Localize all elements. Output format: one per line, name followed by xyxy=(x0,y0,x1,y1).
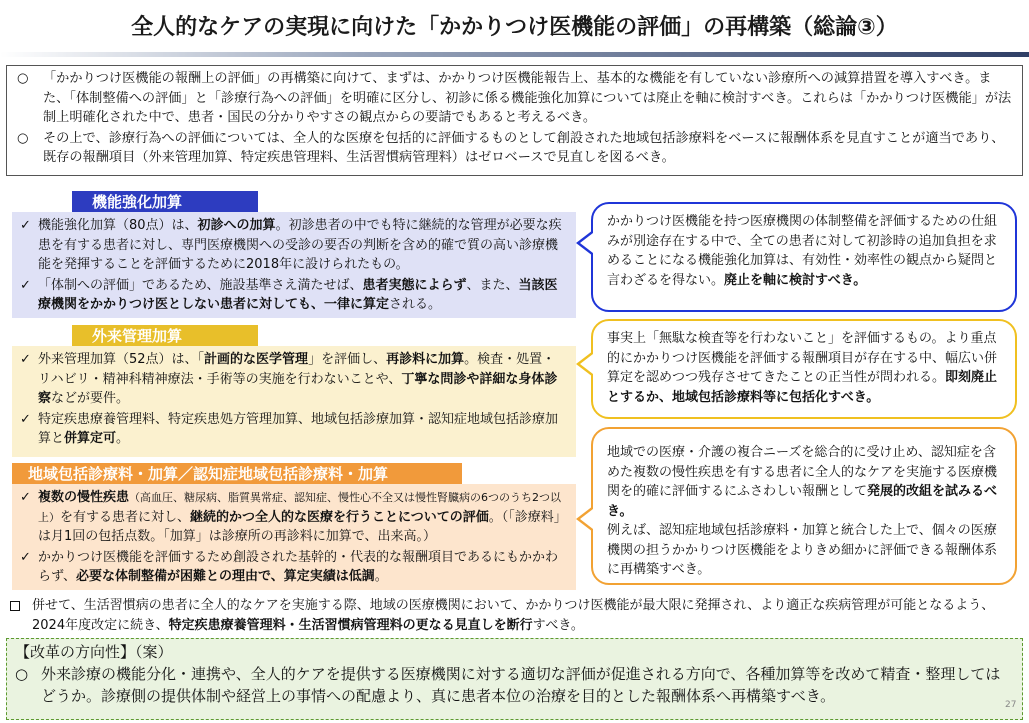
circle-bullet-icon: ○ xyxy=(15,665,29,683)
list-item: ✓ 機能強化加算（80点）は、初診への加算。初診患者の中でも特に継続的な管理が必要な疾患を有する患者に対し、専門医療機関への受診の要否の判断を含め的確で質の高い診療機能を発揮することを評価するために2018年に設けられたもの。 xyxy=(20,218,562,272)
page-title: 全人的なケアの実現に向けた「かかりつけ医機能の評価」の再構築（総論③） xyxy=(131,15,898,40)
section-heading-gairai: 外来管理加算 xyxy=(72,325,258,347)
check-icon: ✓ xyxy=(20,218,31,233)
reform-text: 外来診療の機能分化・連携や、全人的ケアを提供する医療機関に対する適切な評価が促進される方向で、各種加算等を改めて精査・整理してはどうか。診療側の提供体制や経営上の事情への配慮より、真に患者本位の治療を目的とした報酬体系へ再構築すべき。 xyxy=(41,665,1001,705)
additional-note: 併せて、生活習慣病の患者に全人的なケアを実施する際、地域の医療機関において、かかりつけ医機能が最大限に発揮され、より適正な疾病管理が可能となるよう、2024年度改定に続き、特定疾患療養管理料・生活習慣病管理料の更なる見直しを断行すべき。 xyxy=(6,596,1023,635)
section-body-gairai xyxy=(12,346,576,457)
check-icon: ✓ xyxy=(20,490,31,505)
callout-chiiki: 地域での医療・介護の複合ニーズを総合的に受け止め、認知症を含めた複数の慢性疾患を有する患者に全人的なケアを実施する医療機関を的確に評価するにふさわしい報酬として発展的改組を試みるべき。 例えば、認知症地域包括診療料・加算と統合した上で、個々の医療機関の担うかかりつけ医機能をよりきめ細かに評価できる報酬体系に再構築すべき。 xyxy=(591,427,1017,585)
intro-paragraph-1 xyxy=(17,69,1012,128)
square-bullet-icon xyxy=(10,601,20,611)
circle-bullet-icon: ○ xyxy=(17,130,29,146)
callout-pointer-inner xyxy=(580,354,593,374)
callout-kinou: かかりつけ医機能を持つ医療機関の体制整備を評価するための仕組みが別途存在する中で、全ての患者に対して初診時の追加負担を求めることになる機能強化加算は、有効性・効率性の観点から疑問と言わざるを得ない。廃止を軸に検討すべき。 xyxy=(591,202,1017,312)
reform-direction-box xyxy=(6,638,1023,720)
title-underline xyxy=(0,52,1029,57)
callout-pointer-inner xyxy=(580,233,593,253)
list-item: ✓ 「体制への評価」であるため、施設基準さえ満たせば、患者実態によらず、また、当該医療機関をかかりつけ医としない患者に対しても、一律に算定される。 xyxy=(20,277,558,312)
list-item: ✓ 外来管理加算（52点）は、「計画的な医学管理」を評価し、再診料に加算。検査・処置・リハビリ・精神科精神療法・手術等の実施を行わないことや、丁寧な問診や詳細な身体診察などが要件。 xyxy=(20,352,558,406)
intro-text-2: その上で、診療行為への評価については、全人的な医療を包括的に評価するものとして創設された地域包括診療料をベースに報酬体系を見直すことが適当であり、既存の報酬項目（外来管理加算、特定疾患管理料、生活習慣病管理料）はゼロベースで見直しを図るべき。 xyxy=(43,130,1005,166)
intro-text-1: 「かかりつけ医機能の報酬上の評価」の再構築に向けて、まずは、かかりつけ医機能報告上、基本的な機能を有していない診療所への減算措置を導入すべき。また、「体制整備への評価」と「診療行為への評価」を明確に区分し、初診に係る機能強化加算については廃止を軸に検討すべき。これらは「かかりつけ医機能」が法制上明確化された中で、患者・国民の分かりやすさの観点からの要請でもあると考えるべき。 xyxy=(43,71,1012,126)
check-icon: ✓ xyxy=(20,411,31,427)
list-item: ✓ 複数の慢性疾患（高血圧、糖尿病、脂質異常症、認知症、慢性心不全又は慢性腎臓病の6つのうち2つ以上）を有する患者に対し、継続的かつ全人的な医療を行うことについての評価。（「診療料」は月1回の包括点数。「加算」は診療所の再診料に加算で、出来高。） xyxy=(20,490,567,544)
section-body-chiiki xyxy=(12,484,576,590)
intro-paragraph-2 xyxy=(17,129,1012,168)
intro-box xyxy=(6,65,1023,176)
callout-gairai: 事実上「無駄な検査等を行わないこと」を評価するもの。より重点的にかかりつけ医機能を評価する報酬項目が存在する中、幅広い併算定を認めつつ残存させてきたことの正当性が問われる。即刻廃止とするか、地域包括診療料等に包括化すべき。 xyxy=(591,319,1017,419)
page-number: 27 xyxy=(1005,700,1017,710)
reform-paragraph xyxy=(15,663,1014,707)
circle-bullet-icon: ○ xyxy=(17,71,29,86)
check-icon: ✓ xyxy=(20,549,31,565)
callout-pointer-inner xyxy=(580,509,593,529)
list-item: ✓ かかりつけ医機能を評価するため創設された基幹的・代表的な報酬項目であるにもかかわらず、必要な体制整備が困難との理由で、算定実績は低調。 xyxy=(20,549,559,584)
section-heading-kinou: 機能強化加算 xyxy=(72,191,258,213)
section-heading-chiiki: 地域包括診療料・加算／認知症地域包括診療料・加算 xyxy=(12,463,462,485)
reform-title: 【改革の方向性】（案） xyxy=(15,643,173,661)
check-icon: ✓ xyxy=(20,352,31,367)
section-body-kinou xyxy=(12,212,576,318)
check-icon: ✓ xyxy=(20,277,31,293)
list-item: ✓ 特定疾患療養管理料、特定疾患処方管理加算、地域包括診療加算・認知症地域包括診療加算と併算定可。 xyxy=(20,411,559,446)
